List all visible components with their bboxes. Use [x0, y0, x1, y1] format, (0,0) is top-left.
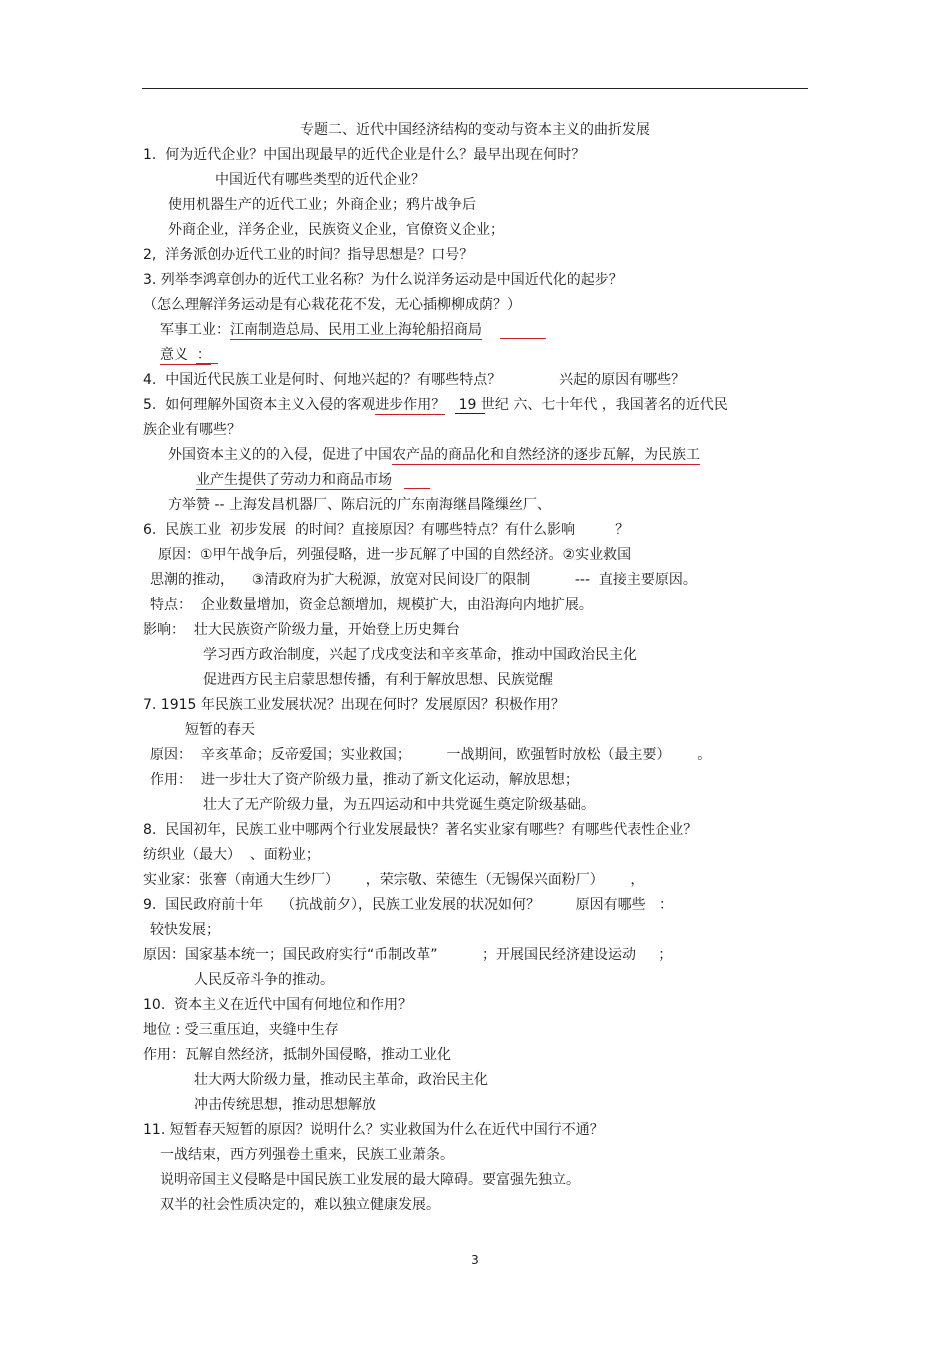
- text-line: 作用： 进一步壮大了资产阶级力量，推动了新文化运动，解放思想；: [150, 772, 579, 788]
- text-line: 方举赞 -- 上海发昌机器厂、陈启沅的广东南海继昌隆缫丝厂、: [168, 497, 552, 513]
- red-underline-text: 江南制造总局、民用工业上海轮船招商局: [230, 322, 482, 338]
- red-underline-text: 农产品的商品化和自然经济的逐步瓦解，为民族工: [392, 447, 700, 463]
- text-line: 特点： 企业数量增加，资金总额增加，规模扩大，由沿海向内地扩展。: [150, 597, 593, 613]
- text-line: 一战结束，西方列强卷土重来，民族工业萧条。: [160, 1147, 454, 1163]
- question-4: 4. 中国近代民族工业是何时、何地兴起的？有哪些特点？ 兴起的原因有哪些？: [143, 372, 686, 388]
- text-line: 原因：①甲午战争后，列强侵略，进一步瓦解了中国的自然经济。②实业救国: [158, 547, 632, 563]
- text: 外国资本主义的的入侵，促进了中国: [168, 447, 392, 463]
- question-2: 2, 洋务派创办近代工业的时间？指导思想是？口号？: [143, 247, 474, 263]
- text-line: 外商企业，洋务企业，民族资义企业，官僚资义企业；: [168, 222, 504, 238]
- underline: [455, 413, 485, 414]
- label: 军事工业：: [160, 322, 230, 338]
- red-underline: [404, 488, 430, 489]
- red-underline-text: 意义 ：: [160, 347, 211, 363]
- text-line: 思潮的推动， ③清政府为扩大税源，放宽对民间设厂的限制 --- 直接主要原因。: [150, 572, 697, 588]
- text-line: 冲击传统思想，推动思想解放: [194, 1097, 376, 1113]
- text-line: 较快发展；: [150, 922, 220, 938]
- text-line: [160, 321, 482, 339]
- text-line: （怎么理解洋务运动是有心栽花花不发，无心插柳柳成荫？）: [143, 297, 521, 313]
- text-line: 使用机器生产的近代工业；外商企业；鸦片战争后: [168, 197, 476, 213]
- text-line: [168, 446, 700, 464]
- text-line: 族企业有哪些？: [143, 422, 241, 438]
- text-line: 双半的社会性质决定的，难以独立健康发展。: [160, 1197, 440, 1213]
- question-7: 7. 1915 年民族工业发展状况？出现在何时？发展原因？积极作用？: [143, 697, 565, 713]
- text-line: 中国近代有哪些类型的近代企业？: [215, 172, 425, 188]
- text-line: [160, 346, 211, 364]
- red-underline: [500, 338, 546, 339]
- question-3: 3. 列举李鸿章创办的近代工业名称？为什么说洋务运动是中国近代化的起步？: [143, 272, 623, 288]
- red-underline-text: 业产生提供了劳动力和商品市场: [196, 472, 392, 488]
- text-line: 原因： 辛亥革命；反帝爱国；实业救国； 一战期间，欧强暂时放松（最主要） 。: [150, 747, 712, 763]
- text-line: 地位 : 受三重压迫，夹缝中生存: [143, 1022, 339, 1038]
- text-line: 实业家：张謇（南通大生纱厂） ，荣宗敬、荣德生（无锡保兴面粉厂） ，: [143, 872, 645, 888]
- text-line: [196, 471, 392, 489]
- text-line: 促进西方民主启蒙思想传播，有利于解放思想、民族觉醒: [203, 672, 553, 688]
- page-number: 3: [471, 1253, 479, 1267]
- text-line: 作用：瓦解自然经济，抵制外国侵略，推动工业化: [143, 1047, 451, 1063]
- text: 19 世纪 六、七十年代 ，我国著名的近代民: [445, 397, 728, 413]
- text-line: 人民反帝斗争的推动。: [194, 972, 334, 988]
- question-9: 9. 国民政府前十年 （抗战前夕），民族工业发展的状况如何？ 原因有哪些 ：: [143, 897, 674, 913]
- text: 5. 如何理解外国资本主义入侵的客观: [143, 397, 376, 413]
- text-line: 学习西方政治制度，兴起了戊戌变法和辛亥革命，推动中国政治民主化: [203, 647, 637, 663]
- red-underline: [196, 363, 218, 364]
- text-line: 原因：国家基本统一；国民政府实行“币制改革” ；开展国民经济建设运动 ；: [143, 947, 673, 963]
- question-8: 8. 民国初年，民族工业中哪两个行业发展最快？著名实业家有哪些？有哪些代表性企业？: [143, 822, 698, 838]
- question-11: 11. 短暂春天短暂的原因？说明什么？实业救国为什么在近代中国行不通？: [143, 1122, 604, 1138]
- question-6: 6. 民族工业 初步发展 的时间？直接原因？有哪些特点？有什么影响 ？: [143, 522, 630, 538]
- text-line: 壮大两大阶级力量，推动民主革命，政治民主化: [194, 1072, 488, 1088]
- page-title: 专题二、近代中国经济结构的变动与资本主义的曲折发展: [300, 122, 650, 138]
- text-line: 短暂的春天: [185, 722, 255, 738]
- question-5: [143, 396, 728, 414]
- question-10: 10. 资本主义在近代中国有何地位和作用？: [143, 997, 413, 1013]
- header-rule: [142, 88, 808, 89]
- question-1: 1. 何为近代企业？中国出现最早的近代企业是什么？最早出现在何时？: [143, 147, 586, 163]
- red-underline-text: 进步作用？: [375, 397, 446, 413]
- text-line: 纺织业（最大） 、面粉业；: [143, 847, 320, 863]
- text-line: 影响： 壮大民族资产阶级力量，开始登上历史舞台: [143, 622, 460, 638]
- text-line: 说明帝国主义侵略是中国民族工业发展的最大障碍。要富强先独立。: [160, 1172, 580, 1188]
- text-line: 壮大了无产阶级力量，为五四运动和中共党诞生奠定阶级基础。: [203, 797, 595, 813]
